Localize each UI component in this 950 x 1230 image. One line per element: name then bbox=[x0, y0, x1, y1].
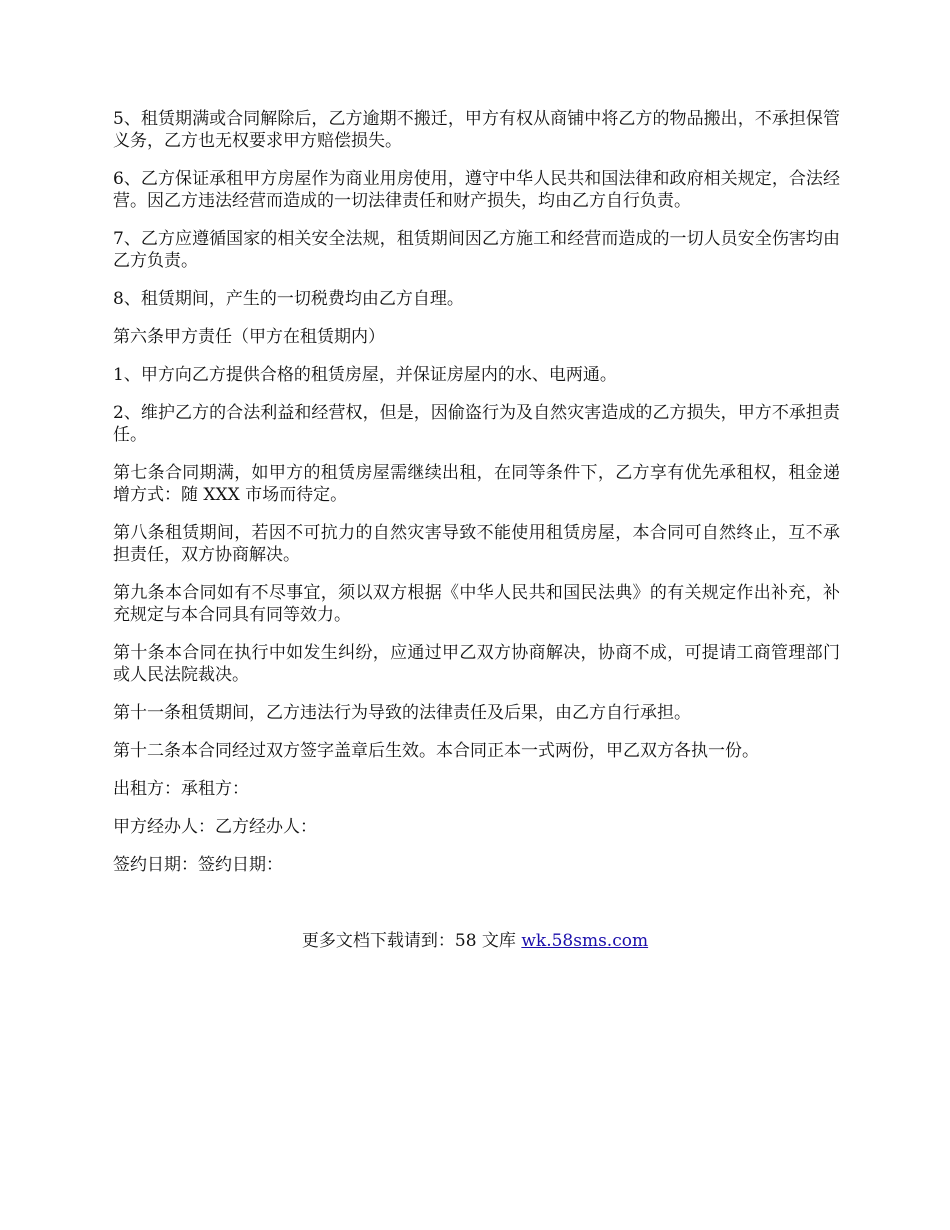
signature-agents-line: 甲方经办人：乙方经办人： bbox=[113, 817, 317, 837]
paragraph-clause-7: 7、乙方应遵循国家的相关安全法规，租赁期间因乙方施工和经营而造成的一切人员安全伤害均由乙方负责。 bbox=[113, 229, 840, 271]
footer-text: 更多文档下载请到：58 文库 bbox=[301, 931, 522, 951]
signature-date-line: 签约日期：签约日期： bbox=[113, 855, 283, 875]
section-heading-article-6: 第六条甲方责任（甲方在租赁期内） bbox=[113, 327, 385, 347]
footer-link[interactable]: wk.58sms.com bbox=[521, 931, 649, 951]
paragraph-clause-8: 8、租赁期间，产生的一切税费均由乙方自理。 bbox=[113, 289, 464, 309]
signature-parties-line: 出租方：承租方： bbox=[113, 779, 249, 799]
paragraph-article-12: 第十二条本合同经过双方签字盖章后生效。本合同正本一式两份，甲乙双方各执一份。 bbox=[113, 741, 759, 761]
document-body bbox=[113, 108, 840, 892]
paragraph-clause-6: 6、乙方保证承租甲方房屋作为商业用房使用，遵守中华人民共和国法律和政府相关规定，合法经营。因乙方违法经营而造成的一切法律责任和财产损失，均由乙方自行负责。 bbox=[113, 169, 840, 211]
paragraph-lessor-duty-1: 1、甲方向乙方提供合格的租赁房屋，并保证房屋内的水、电两通。 bbox=[113, 365, 617, 385]
paragraph-article-8: 第八条租赁期间，若因不可抗力的自然灾害导致不能使用租赁房屋，本合同可自然终止，互不承担责任，双方协商解决。 bbox=[113, 523, 840, 565]
paragraph-article-9: 第九条本合同如有不尽事宜，须以双方根据《中华人民共和国民法典》的有关规定作出补充，补充规定与本合同具有同等效力。 bbox=[113, 583, 840, 625]
paragraph-lessor-duty-2: 2、维护乙方的合法利益和经营权，但是，因偷盗行为及自然灾害造成的乙方损失，甲方不承担责任。 bbox=[113, 403, 840, 445]
paragraph-article-7: 第七条合同期满，如甲方的租赁房屋需继续出租，在同等条件下，乙方享有优先承租权，租金递增方式：随 XXX 市场而待定。 bbox=[113, 463, 840, 505]
paragraph-article-11: 第十一条租赁期间，乙方违法行为导致的法律责任及后果，由乙方自行承担。 bbox=[113, 703, 691, 723]
footer bbox=[0, 930, 950, 952]
paragraph-article-10: 第十条本合同在执行中如发生纠纷，应通过甲乙双方协商解决，协商不成，可提请工商管理部门或人民法院裁决。 bbox=[113, 643, 840, 685]
paragraph-clause-5: 5、租赁期满或合同解除后，乙方逾期不搬迁，甲方有权从商铺中将乙方的物品搬出，不承担保管义务，乙方也无权要求甲方赔偿损失。 bbox=[113, 109, 840, 151]
